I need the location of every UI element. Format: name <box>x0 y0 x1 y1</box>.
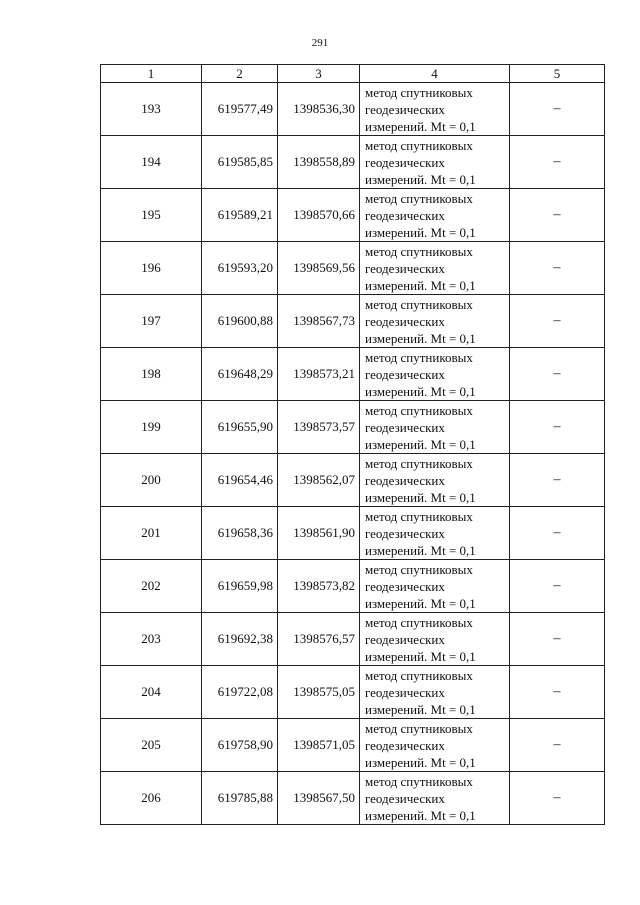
method-text-line: геодезических <box>365 366 445 382</box>
x-coordinate-cell: 619659,98 <box>202 560 278 613</box>
x-coordinate-cell: 619722,08 <box>202 666 278 719</box>
x-coordinate-cell: 619785,88 <box>202 772 278 825</box>
table-body <box>101 83 605 825</box>
note-cell: – <box>510 719 605 772</box>
note-cell: – <box>510 136 605 189</box>
x-coordinate-cell: 619585,85 <box>202 136 278 189</box>
method-text-line: метод спутниковых <box>365 667 473 683</box>
point-number-cell: 199 <box>101 401 202 454</box>
method-text-line: измерений. Mt = 0,1 <box>365 118 476 134</box>
method-text-line: измерений. Mt = 0,1 <box>365 171 476 187</box>
method-cell <box>360 454 510 507</box>
method-text-line: метод спутниковых <box>365 720 473 736</box>
method-text-line: метод спутниковых <box>365 773 473 789</box>
method-text-line: измерений. Mt = 0,1 <box>365 807 476 823</box>
x-coordinate-cell: 619692,38 <box>202 613 278 666</box>
note-cell: – <box>510 348 605 401</box>
point-number-cell: 193 <box>101 83 202 136</box>
method-cell <box>360 189 510 242</box>
note-cell: – <box>510 560 605 613</box>
note-cell: – <box>510 189 605 242</box>
method-text-line: метод спутниковых <box>365 402 473 418</box>
y-coordinate-cell: 1398561,90 <box>278 507 360 560</box>
method-text-line: измерений. Mt = 0,1 <box>365 224 476 240</box>
column-header-2: 2 <box>202 65 278 83</box>
column-header-4: 4 <box>360 65 510 83</box>
column-header-3: 3 <box>278 65 360 83</box>
y-coordinate-cell: 1398576,57 <box>278 613 360 666</box>
method-cell <box>360 560 510 613</box>
y-coordinate-cell: 1398575,05 <box>278 666 360 719</box>
table-row <box>101 666 605 719</box>
method-text-line: геодезических <box>365 313 445 329</box>
point-number-cell: 204 <box>101 666 202 719</box>
table-row <box>101 401 605 454</box>
note-cell: – <box>510 242 605 295</box>
y-coordinate-cell: 1398571,05 <box>278 719 360 772</box>
method-text-line: метод спутниковых <box>365 455 473 471</box>
note-cell: – <box>510 454 605 507</box>
method-text-line: метод спутниковых <box>365 349 473 365</box>
method-cell <box>360 507 510 560</box>
x-coordinate-cell: 619593,20 <box>202 242 278 295</box>
method-cell <box>360 666 510 719</box>
method-cell <box>360 348 510 401</box>
method-cell <box>360 401 510 454</box>
y-coordinate-cell: 1398573,57 <box>278 401 360 454</box>
note-cell: – <box>510 772 605 825</box>
method-text-line: геодезических <box>365 737 445 753</box>
x-coordinate-cell: 619654,46 <box>202 454 278 507</box>
method-text-line: геодезических <box>365 154 445 170</box>
point-number-cell: 194 <box>101 136 202 189</box>
method-text-line: геодезических <box>365 260 445 276</box>
table-header <box>101 65 605 83</box>
method-text-line: геодезических <box>365 207 445 223</box>
point-number-cell: 201 <box>101 507 202 560</box>
point-number-cell: 198 <box>101 348 202 401</box>
y-coordinate-cell: 1398569,56 <box>278 242 360 295</box>
table-row <box>101 719 605 772</box>
method-cell <box>360 295 510 348</box>
method-text-line: метод спутниковых <box>365 190 473 206</box>
x-coordinate-cell: 619600,88 <box>202 295 278 348</box>
table-row <box>101 772 605 825</box>
point-number-cell: 202 <box>101 560 202 613</box>
note-cell: – <box>510 613 605 666</box>
method-text-line: геодезических <box>365 790 445 806</box>
method-text-line: измерений. Mt = 0,1 <box>365 595 476 611</box>
method-text-line: измерений. Mt = 0,1 <box>365 701 476 717</box>
method-text-line: метод спутниковых <box>365 614 473 630</box>
x-coordinate-cell: 619648,29 <box>202 348 278 401</box>
point-number-cell: 206 <box>101 772 202 825</box>
coordinates-table <box>100 64 605 825</box>
point-number-cell: 195 <box>101 189 202 242</box>
x-coordinate-cell: 619655,90 <box>202 401 278 454</box>
y-coordinate-cell: 1398562,07 <box>278 454 360 507</box>
method-text-line: измерений. Mt = 0,1 <box>365 383 476 399</box>
method-text-line: геодезических <box>365 419 445 435</box>
table-row <box>101 560 605 613</box>
note-cell: – <box>510 83 605 136</box>
x-coordinate-cell: 619589,21 <box>202 189 278 242</box>
method-text-line: измерений. Mt = 0,1 <box>365 754 476 770</box>
method-text-line: измерений. Mt = 0,1 <box>365 436 476 452</box>
table-row <box>101 136 605 189</box>
column-header-1: 1 <box>101 65 202 83</box>
x-coordinate-cell: 619758,90 <box>202 719 278 772</box>
x-coordinate-cell: 619577,49 <box>202 83 278 136</box>
point-number-cell: 196 <box>101 242 202 295</box>
column-header-5: 5 <box>510 65 605 83</box>
page-number: 291 <box>311 37 329 49</box>
method-text-line: измерений. Mt = 0,1 <box>365 277 476 293</box>
y-coordinate-cell: 1398536,30 <box>278 83 360 136</box>
method-cell <box>360 242 510 295</box>
method-text-line: геодезических <box>365 101 445 117</box>
method-text-line: метод спутниковых <box>365 508 473 524</box>
method-text-line: метод спутниковых <box>365 243 473 259</box>
method-cell <box>360 83 510 136</box>
table-row <box>101 613 605 666</box>
method-text-line: измерений. Mt = 0,1 <box>365 489 476 505</box>
table-row <box>101 83 605 136</box>
method-text-line: геодезических <box>365 631 445 647</box>
y-coordinate-cell: 1398558,89 <box>278 136 360 189</box>
table-row <box>101 348 605 401</box>
method-text-line: геодезических <box>365 578 445 594</box>
y-coordinate-cell: 1398570,66 <box>278 189 360 242</box>
y-coordinate-cell: 1398567,50 <box>278 772 360 825</box>
note-cell: – <box>510 295 605 348</box>
method-text-line: метод спутниковых <box>365 84 473 100</box>
method-cell <box>360 136 510 189</box>
method-text-line: геодезических <box>365 525 445 541</box>
table-row <box>101 189 605 242</box>
point-number-cell: 205 <box>101 719 202 772</box>
method-cell <box>360 719 510 772</box>
method-text-line: метод спутниковых <box>365 137 473 153</box>
note-cell: – <box>510 666 605 719</box>
method-text-line: метод спутниковых <box>365 561 473 577</box>
y-coordinate-cell: 1398567,73 <box>278 295 360 348</box>
table-row <box>101 507 605 560</box>
point-number-cell: 203 <box>101 613 202 666</box>
table-row <box>101 242 605 295</box>
method-text-line: геодезических <box>365 472 445 488</box>
method-text-line: геодезических <box>365 684 445 700</box>
table-row <box>101 295 605 348</box>
method-text-line: измерений. Mt = 0,1 <box>365 330 476 346</box>
note-cell: – <box>510 507 605 560</box>
y-coordinate-cell: 1398573,82 <box>278 560 360 613</box>
method-text-line: измерений. Mt = 0,1 <box>365 542 476 558</box>
x-coordinate-cell: 619658,36 <box>202 507 278 560</box>
y-coordinate-cell: 1398573,21 <box>278 348 360 401</box>
method-cell <box>360 772 510 825</box>
point-number-cell: 200 <box>101 454 202 507</box>
table-row <box>101 454 605 507</box>
point-number-cell: 197 <box>101 295 202 348</box>
note-cell: – <box>510 401 605 454</box>
method-text-line: измерений. Mt = 0,1 <box>365 648 476 664</box>
method-text-line: метод спутниковых <box>365 296 473 312</box>
header-row <box>101 65 605 83</box>
method-cell <box>360 613 510 666</box>
